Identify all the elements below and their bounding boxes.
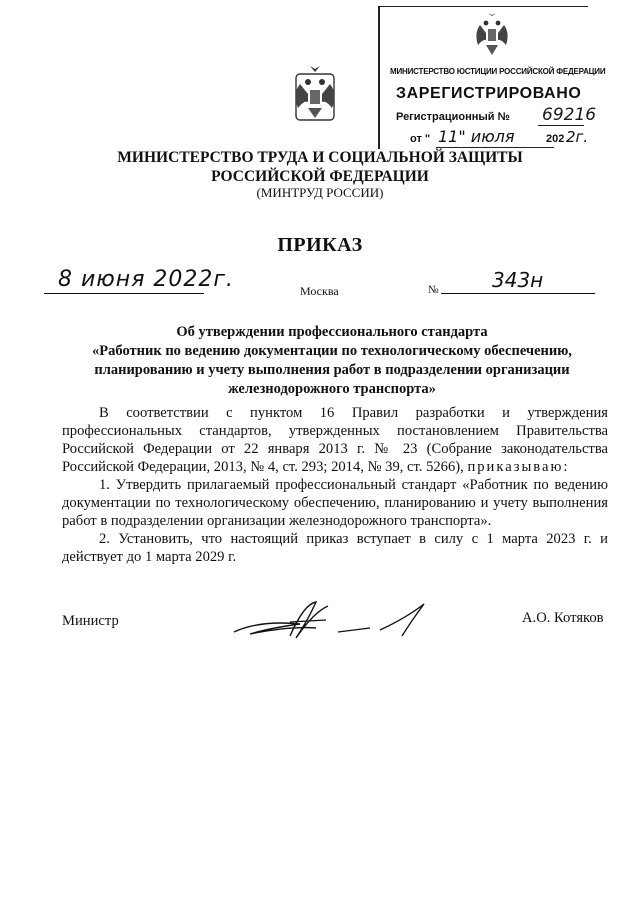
order-title-line-2: «Работник по ведению документации по технологическому обеспечению, — [92, 343, 572, 359]
stamp-reg-number: 69216 — [542, 105, 597, 125]
order-title-line-1: Об утверждении профессионального стандарта — [176, 324, 488, 340]
stamp-emblem-icon — [472, 13, 512, 57]
organization-line-1: МИНИСТЕРСТВО ТРУДА И СОЦИАЛЬНОЙ ЗАЩИТЫ — [117, 149, 523, 166]
stamp-year-prefix: 202 — [546, 133, 565, 145]
signatory-title: Министр — [62, 613, 119, 629]
organization-name — [0, 148, 640, 186]
signatory-name: А.О. Котяков — [522, 610, 604, 626]
order-date-underline — [44, 293, 204, 294]
stamp-status: ЗАРЕГИСТРИРОВАНО — [396, 85, 582, 102]
paragraph-item-2: 2. Установить, что настоящий приказ вступает в силу с 1 марта 2023 г. и действует до 1 марта 2029 г. — [62, 531, 608, 565]
stamp-year-hand: 2г. — [566, 128, 589, 146]
coat-of-arms-icon — [286, 64, 344, 128]
organization-line-2: РОССИЙСКОЙ ФЕДЕРАЦИИ — [211, 168, 429, 185]
organization-short-name: (МИНТРУД РОССИИ) — [256, 185, 384, 200]
order-title — [60, 323, 604, 399]
order-number-sign: № — [428, 284, 439, 296]
order-number: 343н — [492, 268, 544, 292]
stamp-from-date: 11" июля — [438, 127, 515, 146]
stamp-from-label: от " — [410, 133, 431, 145]
handwritten-signature — [230, 598, 430, 644]
registration-stamp — [378, 6, 606, 149]
order-title-line-4: железнодорожного транспорта» — [228, 381, 436, 397]
preamble-order-word: приказываю: — [467, 459, 570, 475]
stamp-reg-label: Регистрационный № — [396, 111, 510, 123]
order-body — [62, 404, 608, 566]
paragraph-item-1: 1. Утвердить прилагаемый профессиональный стандарт «Работник по ведению документации по технологическому обеспечению, планированию и учету выполнения работ в подразделении организации железнодорожного транспорта». — [62, 477, 608, 529]
preamble-text: В соответствии с пунктом 16 Правил разработки и утверждения профессиональных стандартов, утвержденных постановлением Правительства Российской Федерации от 22 января 2013 г. № 23 (Собрание законодательства Российской Федерации, 2013, № 4, ст. 293; 2014, № 39, ст. 5266), — [62, 405, 608, 475]
order-city: Москва — [300, 284, 339, 298]
stamp-reg-underline — [538, 125, 584, 126]
paragraph-preamble — [62, 404, 608, 476]
document-type: ПРИКАЗ — [277, 234, 363, 256]
order-date: 8 июня 2022г. — [58, 267, 234, 292]
stamp-ministry: МИНИСТЕРСТВО ЮСТИЦИИ РОССИЙСКОЙ ФЕДЕРАЦИИ — [390, 67, 606, 76]
order-number-underline — [441, 293, 595, 294]
order-title-line-3: планированию и учету выполнения работ в подразделении организации — [94, 362, 570, 378]
